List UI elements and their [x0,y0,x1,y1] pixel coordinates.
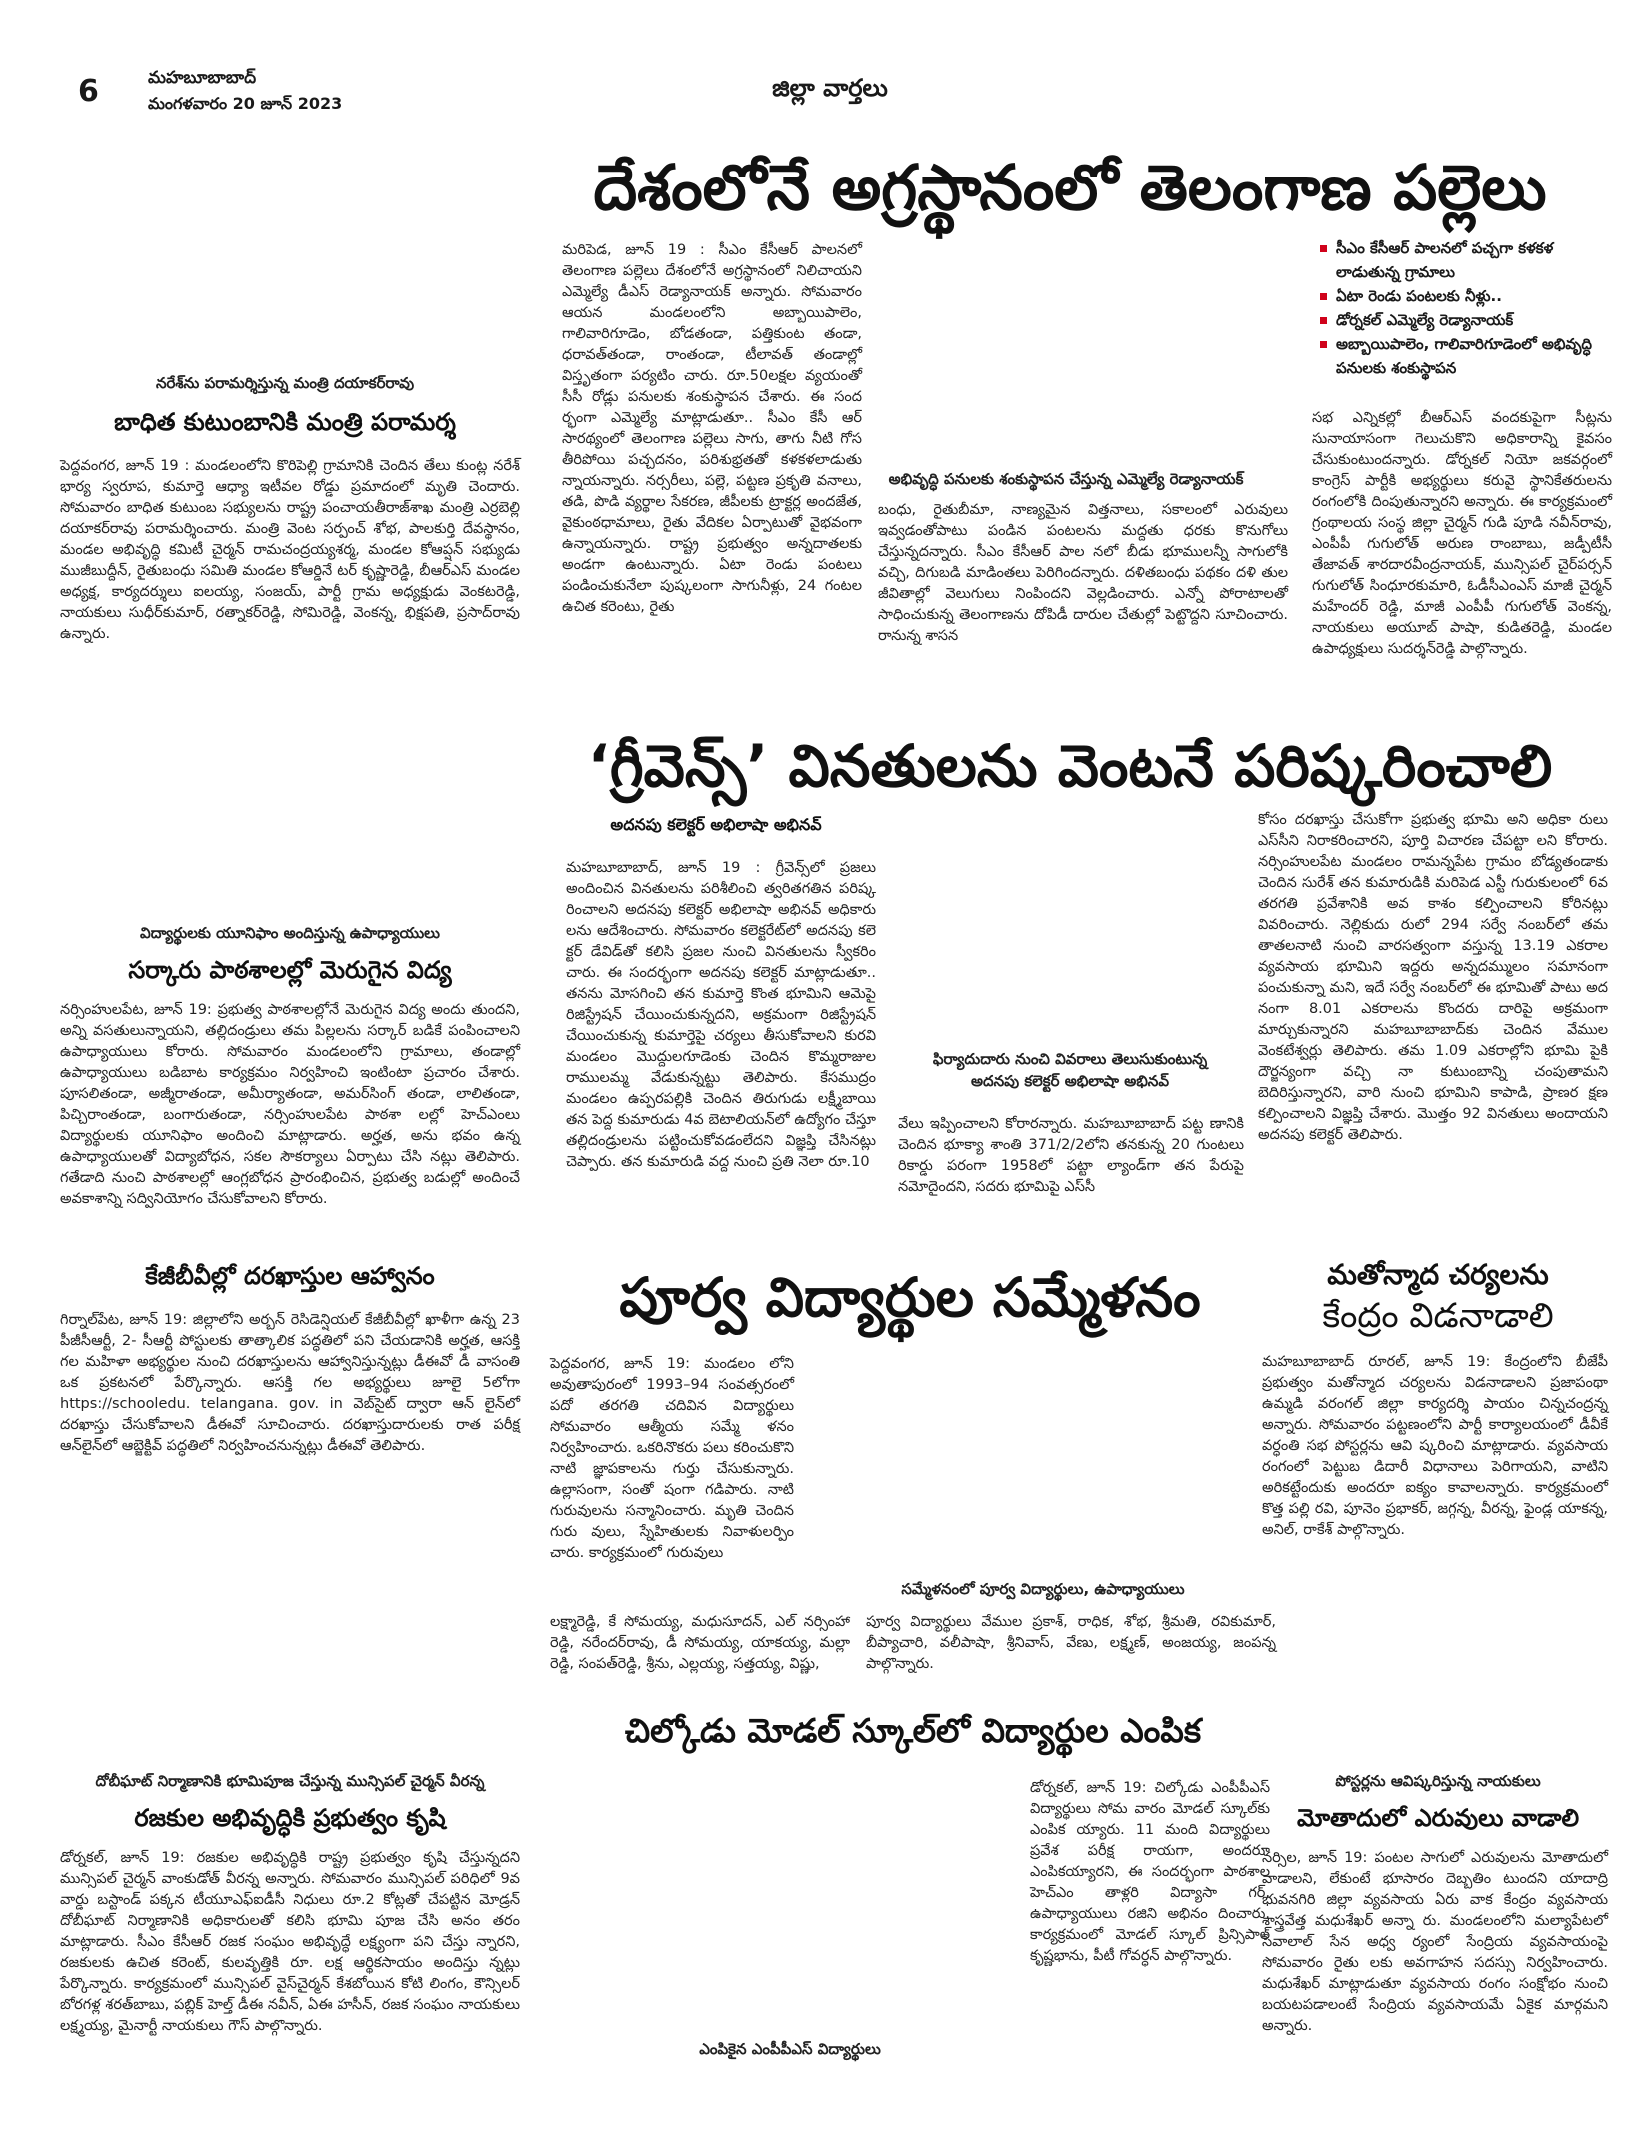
publication-date: మంగళవారం 20 జూన్ 2023 [148,94,343,113]
grievance-photo-caption-line-1: ఫిర్యాదుదారు నుంచి వివరాలు తెలుసుకుంటున్న [932,1050,1208,1068]
bullet-item: ఏటా రెండు పంటలకు నీళ్లు.. [1320,284,1620,308]
kgbv-body: గిర్నాల్‌పేట, జూన్ 19: జిల్లాలోని అర్బన్ రెసిడెన్షియల్ కేజీబీవీల్లో ఖాళీగా ఉన్న 23 పీజీసీఆర్టీ, 2- సీఆర్టీ పోస్టులకు తాత్కాలిక పద్ధతిలో పని చేయడానికి అర్హత, ఆసక్తి గల మహిళా అభ్యర్థుల నుంచి దరఖాస్తులను ఆహ్వానిస్తున్నట్లు డీఈవో డీ వాసంతి ఒక ప్రకటనలో పేర్కొన్నారు. ఆసక్తి గల అభ్యర్థులు జూలై 5లోగా https://schooledu. telangana. gov. in వెబ్‌సైట్ ద్వారా ఆన్ లైన్‌లో దరఖాస్తు చేసుకోవాలని డీఈవో సూచించారు. దరఖాస్తుదారులకు రాత పరీక్ష ఆన్‌లైన్‌లో ఆబ్జెక్టివ్ పద్ధతిలో నిర్వహించనున్నట్లు డీఈవో తెలిపారు. [60,1312,520,1454]
school-story-headline: సర్కారు పాఠశాలల్లో మెరుగైన విద్య [128,956,452,984]
bjp-headline-line-1: మతోన్మాద చర్యలను [1327,1258,1549,1291]
alumni-column-2: లక్ష్మారెడ్డి, కే సోమయ్య, మధుసూదన్, ఎల్ నర్సింహా రెడ్డి, నరేందర్‌రావు, డీ సోమయ్య, యాకయ్య, మల్లా రెడ్డి, సంపత్‌రెడ్డి, శ్రీను, ఎల్లయ్య, సత్తయ్య, విష్ణు, [550,1614,850,1672]
main-story-photo [878,240,1298,470]
school-story-photo [60,706,520,924]
minister-story-body: పెద్దవంగర, జూన్ 19 : మండలంలోని కొరిపెల్లి గ్రామానికి చెందిన తేలు కుంట్ల నరేశ్ భార్య స్వరూప, కుమార్తె ఆధ్యా ఇటీవల రోడ్డు ప్రమాదంలో మృతి చెందారు. సోమవారం బాధిత కుటుంబ సభ్యులను రాష్ట్ర పంచాయతీరాజ్‌శాఖ మంత్రి ఎర్రబెల్లి దయాకర్‌రావు పరామర్శించారు. మంత్రి వెంట సర్పంచ్ శోభ, పాలకుర్తి దేవస్థానం, మండల అభివృద్ధి కమిటీ చైర్మన్ రామచంద్రయ్యశర్మ, మండల కోఆప్షన్ సభ్యుడు ముజీబుద్దీన్, రైతుబంధు సమితి మండల కోఆర్డినే టర్ కృష్ణారెడ్డి, బీఆర్‌ఎస్ మండల అధ్యక్ష, కార్యదర్శులు ఐలయ్య, సంజయ్, పార్టీ గ్రామ అధ్యక్షుడు వెంకటరెడ్డి, నాయకులు సుధీర్‌కుమార్, రత్నాకర్‌రెడ్డి, సోమిరెడ్డి, వెంకన్న, భిక్షపతి, ప్రసాద్‌రావు ఉన్నారు. [60,458,520,642]
grievance-column-2: వేలు ఇప్పించాలని కోరారన్నారు. మహబూబాబాద్ పట్ట ణానికి చెందిన భూక్యా శాంతి 371/2/2లోని తనకున్న 20 గుంటలు రికార్డు పరంగా 1958లో పట్టా ల్యాండ్‌గా తన పేరుపై నమోదైందని, సదరు భూమిపై ఎస్‌సీ [898,1116,1244,1195]
bjp-headline-line-2: కేంద్రం విడనాడాలి [1322,1296,1554,1336]
main-story-photo-caption: అభివృద్ధి పనులకు శంకుస్థాపన చేస్తున్న ఎమ్మెల్యే రెడ్యానాయక్ [888,470,1244,488]
grievance-byline: అదనపు కలెక్టర్ అభిలాషా అభినవ్ [610,815,822,834]
school-story-photo-caption: విద్యార్థులకు యూనిఫాం అందిస్తున్న ఉపాధ్యాయులు [140,924,440,942]
main-headline: దేశంలోనే అగ్రస్థానంలో తెలంగాణ పల్లెలు [593,151,1547,224]
grievance-column-1: మహబూబాబాద్, జూన్ 19 : గ్రీవెన్స్‌లో ప్రజలు అందించిన వినతులను పరిశీలించి త్వరితగతిన పరిష్క రించాలని అదనపు కలెక్టర్ అభిలాషా అభినవ్ అధికారు లను ఆదేశించారు. సోమవారం కలెక్టరేట్‌లో అదనపు కలె క్టర్ డేవిడ్‌తో కలిసి ప్రజల నుంచి వినతులను స్వీకరిం చారు. ఈ సందర్భంగా అదనపు కలెక్టర్ మాట్లాడుతూ.. తనను మోసగించి తన కుమార్తె కొంత భూమిని ఆమెపై రిజిస్ట్రేషన్ చేయించుకున్నదని, అక్రమంగా రిజిస్ట్రేషన్ చేయించుకున్న కుమార్తెపై చర్యలు తీసుకోవాలని కురవి మండలం మొద్దులగూడెంకు చెందిన కొమ్మరాజుల రాములమ్మ వేడుకున్నట్టు తెలిపారు. కేసముద్రం మండలం ఉప్పరపల్లికి చెందిన తిరుగుడు లక్ష్మీబాయి తన పెద్ద కుమారుడు 4వ బెటాలియన్‌లో ఉద్యోగం చేస్తూ తల్లిదండ్రులను పట్టించుకోవడంలేదని విజ్ఞప్తి చేసినట్లు చెప్పారు. తన కుమారుడి వద్ద నుంచి ప్రతి నెలా రూ.10 [566,860,876,1170]
model-school-body: డోర్నకల్, జూన్ 19: చిల్కోడు ఎంపీపీఎస్ విద్యార్థులు సోమ వారం మోడల్ స్కూల్‌కు ఎంపిక య్యారు. 11 మంది విద్యార్థులు ప్రవేశ పరీక్ష రాయగా, అందరూ ఎంపికయ్యారని, ఈ సందర్భంగా పాఠశాల హెచ్‌ఎం తాళ్లరి విద్యాసా గర్, ఉపాధ్యాయులు రజిని అభినం దించారు. కార్యక్రమంలో మోడల్ స్కూల్ ప్రిన్సిపాల్ కృష్ణభాను, పీటీ గోవర్ధన్ పాల్గొన్నారు. [1030,1780,1270,1964]
grievance-photo [890,820,1250,1048]
alumni-column-3: పూర్వ విద్యార్థులు వేముల ప్రకాశ్, రాధిక, శోభ, శ్రీమతి, రవికుమార్, బీప్యాచారి, వలీపాషా, శ్రీనివాస్, వేణు, లక్ష్మణ్, అంజయ్య, జంపన్న పాల్గొన్నారు. [866,1614,1276,1672]
alumni-photo-caption: సమ్మేళనంలో పూర్వ విద్యార్థులు, ఉపాధ్యాయులు [901,1580,1185,1598]
school-story-body: నర్సింహులపేట, జూన్ 19: ప్రభుత్వ పాఠశాలల్లోనే మెరుగైన విద్య అందు తుందని, అన్ని వసతులున్నాయని, తల్లిదండ్రులు తమ పిల్లలను సర్కార్ బడికే పంపించాలని ఉపాధ్యాయులు కోరారు. సోమవారం మండలంలోని గ్రామాలు, తండాల్లో ఉపాధ్యాయులు బడిబాట కార్యక్రమం నిర్వహించి ఇంటింటా ప్రచారం చేశారు. పూసలితండా, అజ్మీరాతండా, అమీర్యాతండా, అమర్‌సింగ్ తండా, లాలితండా, పిచ్చిరాంతండా, బంగారుతండా, నర్సింహులపేట పాఠశా లల్లో హెచ్‌ఎంలు విద్యార్థులకు యూనిఫాం అందించి మాట్లాడారు. అర్హత, అను భవం ఉన్న ఉపాధ్యాయులతో విద్యాబోధన, సకల సౌకర్యాలు ఏర్పాటు చేసి నట్లు తెలిపారు. గతేడాది నుంచి పాఠశాలల్లో ఆంగ్లబోధన ప్రారంభించిన, ప్రభుత్వ బడుల్లో అందించే అవకాశాన్ని సద్వినియోగం చేసుకోవాలని కోరారు. [60,1002,520,1207]
washermen-headline: రజకుల అభివృద్ధికి ప్రభుత్వం కృషి [134,1804,446,1832]
washermen-photo-caption: దోబీఘాట్ నిర్మాణానికి భూమిపూజ చేస్తున్న మున్సిపల్ చైర్మన్ వీరన్న [95,1772,485,1790]
fertilizer-photo-caption: పోస్టర్లను ఆవిష్కరిస్తున్న నాయకులు [1335,1772,1541,1790]
model-school-photo-caption: ఎంపికైన ఎంపీపీఎస్ విద్యార్థులు [699,2040,881,2058]
minister-story-headline: బాధిత కుటుంబానికి మంత్రి పరామర్శ [114,408,456,436]
main-story-column-1: మరిపెడ, జూన్ 19 : సీఎం కేసీఆర్ పాలనలో తెలంగాణ పల్లెలు దేశంలోనే అగ్రస్థానంలో నిలిచాయని ఎమ్మెల్యే డీఎస్ రెడ్యానాయక్ అన్నారు. సోమవారం ఆయన మండలంలోని అబ్బాయిపాలెం, గాలివారిగూడెం, బోడతండా, పత్తికుంట తండా, ధరావత్‌తండా, రాంతండా, టీలావత్ తండాల్లో విస్తృతంగా పర్యటిం చారు. రూ.50లక్షల వ్యయంతో సీసీ రోడ్లు పనులకు శంకుస్థాపన చేశారు. ఈ సంద ర్భంగా ఎమ్మెల్యే మాట్లాడుతూ.. సీఎం కేసీ ఆర్ సారథ్యంలో తెలంగాణ పల్లెలు సాగు, తాగు నీటి గోస తీరిపోయి పచ్చదనం, పరిశుభ్రతతో కళకళలాడుతు న్నాయన్నారు. నర్సరీలు, పల్లె, పట్టణ ప్రకృతి వనాలు, తడి, పొడి వ్యర్థాల సేకరణ, జీపీలకు ట్రాక్టర్ల అందజేత, వైకుంఠధామాలు, రైతు వేదికల ఏర్పాటుతో వైభవంగా ఉన్నాయన్నారు. రాష్ట్ర ప్రభుత్వం అన్నదాతలకు అండగా ఉంటున్నారు. ఏటా రెండు పంటలు పండించుకునేలా పుష్కలంగా సాగునీళ్లు, 24 గంటల ఉచిత కరెంటు, రైతు [562,242,862,615]
grievance-photo-caption-line-2: అదనపు కలెక్టర్ అభిలాషా అభినవ్ [971,1072,1169,1090]
edition-name: మహబూబాబాద్ [148,68,257,88]
kgbv-headline: కేజీబీవీల్లో దరఖాస్తుల ఆహ్వానం [145,1262,435,1290]
page-number: 6 [78,74,99,109]
alumni-headline: పూర్వ విద్యార్థుల సమ్మేళనం [619,1266,1201,1329]
bullet-item: డోర్నకల్ ఎమ్మెల్యే రెడ్యానాయక్ [1320,308,1620,332]
alumni-column-1: పెద్దవంగర, జూన్ 19: మండలం లోని అవుతాపురంలో 1993–94 సంవత్సరంలో పదో తరగతి చదివిన విద్యార్థులు సోమవారం ఆత్మీయ సమ్మే ళనం నిర్వహించారు. ఒకరినొకరు పలు కరించుకొని నాటి జ్ఞాపకాలను గుర్తు చేసుకున్నారు. ఉల్లాసంగా, సంతో షంగా గడిపారు. నాటి గురువులను సన్మానించారు. మృతి చెందిన గురు వులు, స్నేహితులకు నివాళులర్పిం చారు. కార్యక్రమంలో గురువులు [550,1356,794,1561]
main-story-bullets [1320,236,1620,380]
alumni-photo [808,1354,1278,1576]
main-story-column-2: బంధు, రైతుబీమా, నాణ్యమైన విత్తనాలు, సకాలంలో ఎరువులు ఇవ్వడంతోపాటు పండిన పంటలను మద్దతు ధరకు కొనుగోలు చేస్తున్నదన్నారు. సీఎం కేసీఆర్ పాల నలో బీడు భూములన్నీ సాగులోకి వచ్చి, దిగుబడి మాడింతలు పెరిగిందన్నారు. దళితబంధు పథకం దళి తుల జీవితాల్లో వెలుగులు నింపిందని వెల్లడించారు. ఎన్నో పోరాటాలతో సాధించుకున్న తెలంగాణను దోపిడీ దారుల చేతుల్లో పెట్టొద్దని సూచించారు. రానున్న శాసన [878,502,1288,644]
bjp-body: మహబూబాబాద్ రూరల్, జూన్ 19: కేంద్రంలోని బీజేపీ ప్రభుత్వం మతోన్మాద చర్యలను విడనాడాలని ప్రజాపంథా ఉమ్మడి వరంగల్ జిల్లా కార్యదర్శి పాయం చిన్నచంద్రన్న అన్నారు. సోమవారం పట్టణంలోని పార్టీ కార్యాలయంలో డీవీకే వర్ధంతి సభ పోస్టర్లను ఆవి ష్కరించి మాట్లాడారు. వ్యవసాయ రంగంలో పెట్టుబ డిదారీ విధానాలు పెరిగాయని, వాటిని అరికట్టేందుకు అందరూ ఐక్యం కావాలన్నారు. కార్యక్రమంలో కొత్త పల్లి రవి, పూనెం ప్రభాకర్, జగ్గన్న, వీరన్న, ఫైండ్ల యాకన్న, అనిల్, రాకేశ్ పాల్గొన్నారు. [1262,1354,1608,1538]
grievance-headline: ‘గ్రీవెన్స్’ వినతులను వెంటనే పరిష్కరించాలి [587,732,1553,800]
section-title: జిల్లా వార్తలు [772,74,888,102]
main-story-column-3: సభ ఎన్నికల్లో బీఆర్‌ఎస్ వందకుపైగా సీట్లను సునాయాసంగా గెలుచుకొని అధికారాన్ని కైవసం చేసుకుంటుందన్నారు. డోర్నకల్ నియో జకవర్గంలో కాంగ్రెస్ పార్టీకి అభ్యర్థులు కరువై స్థానికేతరులను రంగంలోకి దింపుతున్నారని అన్నారు. ఈ కార్యక్రమంలో గ్రంథాలయ సంస్థ జిల్లా చైర్మన్ గుడి పూడి నవీన్‌రావు, ఎంపీపీ గుగులోత్ అరుణ రాంబాబు, జడ్పీటీసీ తేజావత్ శారదారవీంద్రనాయక్, మున్సిపల్ చైర్‌పర్సన్ గుగులోత్ సింధూరకుమారి, ఓడీసీఎంఎస్ మాజీ చైర్మన్ మహేందర్ రెడ్డి, మాజీ ఎంపీపీ గుగులోత్ వెంకన్న, నాయకులు అయూబ్ పాషా, కుడితరెడ్డి, మండల ఉపాధ్యక్షులు సుదర్శన్‌రెడ్డి పాల్గొన్నారు. [1312,410,1612,657]
bullet-item: అబ్బాయిపాలెం, గాలివారిగూడెంలో అభివృద్ధి పనులకు శంకుస్థాపన [1320,332,1620,380]
washermen-body: డోర్నకల్, జూన్ 19: రజకుల అభివృద్ధికి రాష్ట్ర ప్రభుత్వం కృషి చేస్తున్నదని మున్సిపల్ చైర్మన్ వాంకుడోత్ వీరన్న అన్నారు. సోమవారం మున్సిపల్ పరిధిలో 9వ వార్డు బస్టాండ్ పక్కన టీయూఎఫ్ఐడీసీ నిధులు రూ.2 కోట్లతో చేపట్టిన మోడ్రన్ దోబీఘాట్ నిర్మాణానికి అధికారులతో కలిసి భూమి పూజ చేసి అనం తరం మాట్లాడారు. సీఎం కేసీఆర్ రజక సంఘం అభివృద్ధే లక్ష్యంగా పని చేస్తు న్నారని, రజకులకు ఉచిత కరెంట్, కులవృత్తికి రూ. లక్ష ఆర్థికసాయం అందిస్తు న్నట్లు పేర్కొన్నారు. కార్యక్రమంలో మున్సిపల్ వైస్‌చైర్మన్ కేశబోయిన కోటి లింగం, కౌన్సిలర్ బోరగళ్ల శరత్‌బాబు, పబ్లిక్ హెల్త్ డీఈ నవీన్, ఏఈ హసీన్, రజక సంఘం నాయకులు లక్ష్మయ్య, మైనార్టీ నాయకులు గౌస్ పాల్గొన్నారు. [60,1850,520,2034]
fertilizer-photo [1268,1712,1608,1762]
minister-story-photo-caption: నరేశ్‌ను పరామర్శిస్తున్న మంత్రి దయాకర్‌రావు [155,374,415,392]
grievance-column-3: కోసం దరఖాస్తు చేసుకోగా ప్రభుత్వ భూమి అని అధికా రులు ఎస్‌సీని నిరాకరించారని, పూర్తి విచారణ చేపట్టా లని కోరారు. నర్సింహులపేట మండలం రామన్నపేట గ్రామం బోడ్యతండాకు చెందిన సురేశ్ తన కుమారుడికి మరిపెడ ఎస్టీ గురుకులంలో 6వ తరగతి ప్రవేశానికి అవ కాశం కల్పించాలని కోరినట్లు వివరించారు. నెల్లికుదు రులో 294 సర్వే నంబర్‌లో తమ తాతలనాటి నుంచి వారసత్వంగా వస్తున్న 13.19 ఎకరాల వ్యవసాయ భూమిని ఇద్దరు అన్నదమ్ములం సమానంగా పంచుకున్నా మని, ఇదే సర్వే నంబర్‌లో ఈ భూమితో పాటు అద నంగా 8.01 ఎకరాలను కొందరు దారిపై అక్రమంగా మార్చుకున్నారని మహబూబాబాద్‌కు చెందిన వేముల వెంకటేశ్వర్లు తెలిపారు. తమ 1.09 ఎకరాల్లోని భూమి పైకి దౌర్జన్యంగా వచ్చి నా కుటుంబాన్ని చంపుతామని బెదిరిస్తున్నారని, వారి నుంచి భూమిని కాపాడి, ప్రాణర క్షణ కల్పించాలని విజ్ఞప్తి చేశారు. మొత్తం 92 వినతులు అందాయని అదనపు కలెక్టర్ తెలిపారు. [1258,812,1608,1143]
fertilizer-headline: మోతాదులో ఎరువులు వాడాలి [1296,1804,1580,1832]
model-school-photo [560,1772,1020,2042]
bullet-item: సీఎం కేసీఆర్ పాలనలో పచ్చగా కళకళ లాడుతున్న గ్రామాలు [1320,236,1620,284]
fertilizer-body: నర్సిల, జూన్ 19: పంటల సాగులో ఎరువులను మోతాదులో వాడాలని, లేకుంటే భూసారం దెబ్బతిం టుందని యాదాద్రి భువనగిరి జిల్లా వ్యవసాయ ఏరు వాక కేంద్రం వ్యవసాయ శాస్త్రవేత్త మధుశేఖర్ అన్నా రు. మండలంలోని మల్యాపేటలో సేవాలాల్ సేన అధ్వ ర్యంలో సేంద్రియ వ్యవసాయంపై సోమవారం రైతు లకు అవగాహన సదస్సు నిర్వహించారు. మధుశేఖర్ మాట్లాడుతూ వ్యవసాయ రంగం సంక్షోభం నుంచి బయటపడాలంటే సేంద్రియ వ్యవసాయమే ఏకైక మార్గమని అన్నారు. [1262,1850,1608,2034]
model-school-headline: చిల్కోడు మోడల్ స్కూల్‌లో విద్యార్థుల ఎంపిక [624,1711,1202,1750]
minister-story-photo [60,150,510,390]
